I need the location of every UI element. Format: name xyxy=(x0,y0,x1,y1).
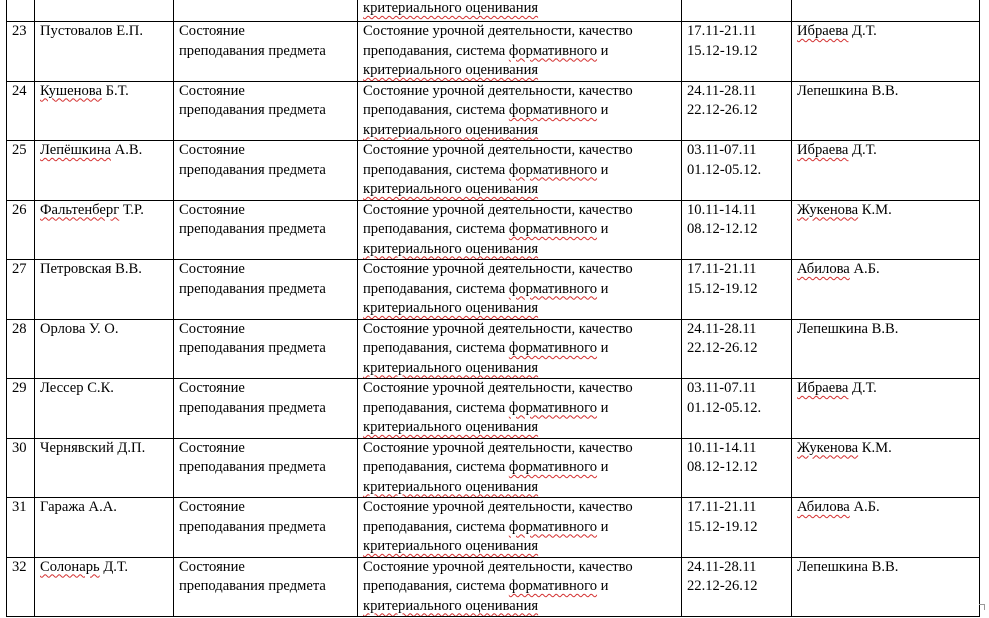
cell-description xyxy=(358,81,682,141)
cell-checker xyxy=(792,22,980,82)
description-part: преподавания, система xyxy=(363,42,509,59)
cell-name xyxy=(35,379,174,439)
description-line-3: критериального оценивания xyxy=(363,359,539,376)
cell-description xyxy=(358,379,682,439)
description-line-2 xyxy=(363,101,677,121)
date-range-1: 24.11-28.11 xyxy=(687,82,757,99)
description-part: и xyxy=(597,221,609,237)
description-line-3: критериального оценивания xyxy=(363,419,539,435)
cell-checker xyxy=(792,498,980,558)
page-corner-mark xyxy=(979,604,985,610)
cell-num xyxy=(7,200,35,260)
topic-line-2: преподавания предмета xyxy=(179,161,326,178)
cell-name xyxy=(35,438,174,498)
cell-name xyxy=(35,498,174,558)
description-part: и xyxy=(597,280,609,297)
topic-line-2: преподавания предмета xyxy=(179,221,326,237)
date-range-2: 01.12-05.12. xyxy=(687,399,762,416)
cell-name xyxy=(35,557,174,617)
cell-num xyxy=(7,22,35,82)
description-term: формативного xyxy=(508,102,598,118)
description-part: преподавания, система xyxy=(363,280,509,297)
description-tail: критериального оценивания xyxy=(363,0,539,16)
description-line-3: критериального оценивания xyxy=(363,181,539,197)
description-term: формативного xyxy=(508,340,598,356)
date-range-2: 01.12-05.12. xyxy=(687,161,762,178)
description-part: и xyxy=(597,42,609,59)
table-row xyxy=(7,319,980,379)
description-line-1: Состояние урочной деятельности, качество xyxy=(363,320,633,337)
cell-description xyxy=(358,557,682,617)
date-range-2: 22.12-26.12 xyxy=(687,340,758,356)
date-range-2: 22.12-26.12 xyxy=(687,102,758,118)
checker-name: Ибраева Д.Т. xyxy=(797,380,877,396)
row-number: 27 xyxy=(12,261,27,277)
description-line-2 xyxy=(363,280,677,300)
cell-description xyxy=(358,0,682,22)
teacher-name: Чернявский Д.П. xyxy=(40,439,146,456)
cell-name xyxy=(35,0,174,22)
checker-name: Абилова А.Б. xyxy=(797,499,880,515)
row-number: 31 xyxy=(12,499,27,515)
row-number: 30 xyxy=(12,439,27,456)
cell-num xyxy=(7,260,35,320)
description-line-1: Состояние урочной деятельности, качество xyxy=(363,558,633,575)
description-part: преподавания, система xyxy=(363,102,509,118)
row-number: 32 xyxy=(12,558,27,575)
cell-checker xyxy=(792,557,980,617)
description-line-3: критериального оценивания xyxy=(363,121,539,138)
cell-num xyxy=(7,498,35,558)
topic-line-1: Состояние xyxy=(179,320,245,337)
date-range-2: 15.12-19.12 xyxy=(687,42,758,59)
topic-line-1: Состояние xyxy=(179,23,245,39)
cell-description xyxy=(358,319,682,379)
cell-num xyxy=(7,141,35,201)
description-part: преподавания, система xyxy=(363,161,509,178)
cell-topic xyxy=(174,22,358,82)
description-line-2 xyxy=(363,339,677,359)
description-line-2 xyxy=(363,399,677,419)
cell-num xyxy=(7,557,35,617)
description-line-2 xyxy=(363,42,677,62)
description-part: и xyxy=(597,399,609,416)
topic-line-1: Состояние xyxy=(179,499,245,515)
description-part: и xyxy=(597,102,609,118)
topic-line-2: преподавания предмета xyxy=(179,518,326,535)
table-row xyxy=(7,81,980,141)
topic-line-2: преподавания предмета xyxy=(179,280,326,297)
cell-dates xyxy=(682,200,792,260)
description-term: формативного xyxy=(508,399,598,416)
cell-topic xyxy=(174,557,358,617)
description-line-2 xyxy=(363,577,677,597)
topic-line-1: Состояние xyxy=(179,558,245,575)
cell-checker xyxy=(792,260,980,320)
description-line-2 xyxy=(363,220,677,240)
cell-topic xyxy=(174,141,358,201)
description-term: формативного xyxy=(508,459,598,475)
cell-num xyxy=(7,81,35,141)
table-row xyxy=(7,260,980,320)
description-term: формативного xyxy=(508,518,598,535)
topic-line-2: преподавания предмета xyxy=(179,399,326,416)
cell-name xyxy=(35,141,174,201)
checker-name: Абилова А.Б. xyxy=(797,261,880,277)
topic-line-1: Состояние xyxy=(179,261,245,277)
cell-dates xyxy=(682,557,792,617)
cell-num xyxy=(7,438,35,498)
description-term: формативного xyxy=(508,280,598,297)
date-range-1: 24.11-28.11 xyxy=(687,320,757,337)
cell-checker xyxy=(792,319,980,379)
topic-line-2: преподавания предмета xyxy=(179,459,326,475)
cell-topic xyxy=(174,260,358,320)
cell-name xyxy=(35,319,174,379)
table-row xyxy=(7,438,980,498)
cell-topic xyxy=(174,0,358,22)
row-number: 26 xyxy=(12,201,27,218)
description-line-3: критериального оценивания xyxy=(363,240,539,257)
description-part: преподавания, система xyxy=(363,399,509,416)
cell-dates xyxy=(682,0,792,22)
table-row xyxy=(7,141,980,201)
description-line-1: Состояние урочной деятельности, качество xyxy=(363,380,633,396)
table-row-continued xyxy=(7,0,980,22)
cell-checker xyxy=(792,0,980,22)
checker-name: Жукенова К.М. xyxy=(797,201,892,218)
description-line-3: критериального оценивания xyxy=(363,62,539,78)
description-line-2 xyxy=(363,458,677,478)
description-line-1: Состояние урочной деятельности, качество xyxy=(363,142,633,158)
cell-dates xyxy=(682,379,792,439)
topic-line-2: преподавания предмета xyxy=(179,340,326,356)
date-range-1: 24.11-28.11 xyxy=(687,558,757,575)
schedule-table xyxy=(6,0,980,617)
description-part: преподавания, система xyxy=(363,221,509,237)
date-range-2: 22.12-26.12 xyxy=(687,578,758,594)
description-line-1: Состояние урочной деятельности, качество xyxy=(363,201,633,218)
teacher-name: Лессер С.К. xyxy=(40,380,114,396)
cell-description xyxy=(358,22,682,82)
cell-topic xyxy=(174,438,358,498)
cell-description xyxy=(358,260,682,320)
cell-description xyxy=(358,141,682,201)
row-number: 24 xyxy=(12,82,27,99)
cell-dates xyxy=(682,498,792,558)
checker-name: Лепешкина В.В. xyxy=(797,82,899,99)
teacher-name: Петровская В.В. xyxy=(40,261,142,277)
description-term: формативного xyxy=(508,42,598,59)
topic-line-2: преподавания предмета xyxy=(179,578,326,594)
teacher-name: Пустовалов Е.П. xyxy=(40,23,143,39)
date-range-2: 08.12-12.12 xyxy=(687,459,758,475)
description-term: формативного xyxy=(508,221,598,237)
cell-checker xyxy=(792,200,980,260)
cell-checker xyxy=(792,81,980,141)
cell-name xyxy=(35,81,174,141)
table-row xyxy=(7,200,980,260)
date-range-1: 03.11-07.11 xyxy=(687,380,757,396)
date-range-1: 17.11-21.11 xyxy=(687,499,757,515)
description-term: формативного xyxy=(508,578,598,594)
teacher-name: Кушенова Б.Т. xyxy=(40,82,129,99)
table-body xyxy=(7,0,980,617)
description-line-1: Состояние урочной деятельности, качество xyxy=(363,499,633,515)
description-line-3: критериального оценивания xyxy=(363,300,539,316)
cell-checker xyxy=(792,141,980,201)
table-row xyxy=(7,22,980,82)
cell-topic xyxy=(174,81,358,141)
description-line-3: критериального оценивания xyxy=(363,538,539,554)
date-range-1: 10.11-14.11 xyxy=(687,439,757,456)
table-row xyxy=(7,379,980,439)
table-row xyxy=(7,498,980,558)
description-part: и xyxy=(597,161,609,178)
cell-description xyxy=(358,200,682,260)
cell-dates xyxy=(682,438,792,498)
description-part: преподавания, система xyxy=(363,518,509,535)
cell-description xyxy=(358,498,682,558)
description-part: и xyxy=(597,340,609,356)
cell-dates xyxy=(682,22,792,82)
date-range-1: 17.11-21.11 xyxy=(687,261,757,277)
date-range-1: 03.11-07.11 xyxy=(687,142,757,158)
cell-dates xyxy=(682,260,792,320)
cell-num xyxy=(7,379,35,439)
table-row xyxy=(7,557,980,617)
checker-name: Лепешкина В.В. xyxy=(797,558,899,575)
date-range-1: 10.11-14.11 xyxy=(687,201,757,218)
date-range-2: 15.12-19.12 xyxy=(687,280,758,297)
cell-topic xyxy=(174,200,358,260)
cell-topic xyxy=(174,319,358,379)
cell-checker xyxy=(792,379,980,439)
row-number: 25 xyxy=(12,142,27,158)
description-line-2 xyxy=(363,161,677,181)
description-part: и xyxy=(597,578,609,594)
teacher-name: Лепёшкина А.В. xyxy=(40,142,143,158)
description-line-1: Состояние урочной деятельности, качество xyxy=(363,261,633,277)
topic-line-2: преподавания предмета xyxy=(179,42,326,59)
description-line-3: критериального оценивания xyxy=(363,597,539,614)
date-range-2: 15.12-19.12 xyxy=(687,518,758,535)
checker-name: Лепешкина В.В. xyxy=(797,320,899,337)
teacher-name: Гаража А.А. xyxy=(40,499,117,515)
description-line-1: Состояние урочной деятельности, качество xyxy=(363,82,633,99)
description-part: преподавания, система xyxy=(363,578,509,594)
cell-dates xyxy=(682,319,792,379)
row-number: 29 xyxy=(12,380,27,396)
cell-name xyxy=(35,260,174,320)
teacher-name: Фальтенберг Т.Р. xyxy=(40,201,144,218)
topic-line-1: Состояние xyxy=(179,142,245,158)
topic-line-1: Состояние xyxy=(179,82,245,99)
checker-name: Жукенова К.М. xyxy=(797,439,892,456)
cell-num xyxy=(7,319,35,379)
description-line-1: Состояние урочной деятельности, качество xyxy=(363,23,633,39)
description-part: преподавания, система xyxy=(363,459,509,475)
description-part: и xyxy=(597,518,609,535)
cell-dates xyxy=(682,81,792,141)
description-part: и xyxy=(597,459,609,475)
description-line-3: критериального оценивания xyxy=(363,478,539,495)
cell-name xyxy=(35,200,174,260)
description-line-1: Состояние урочной деятельности, качество xyxy=(363,439,633,456)
cell-name xyxy=(35,22,174,82)
cell-topic xyxy=(174,379,358,439)
topic-line-1: Состояние xyxy=(179,201,245,218)
cell-checker xyxy=(792,438,980,498)
topic-line-2: преподавания предмета xyxy=(179,102,326,118)
topic-line-1: Состояние xyxy=(179,380,245,396)
checker-name: Ибраева Д.Т. xyxy=(797,142,877,158)
cell-num xyxy=(7,0,35,22)
cell-dates xyxy=(682,141,792,201)
date-range-1: 17.11-21.11 xyxy=(687,23,757,39)
date-range-2: 08.12-12.12 xyxy=(687,221,758,237)
cell-description xyxy=(358,438,682,498)
cell-topic xyxy=(174,498,358,558)
description-line-2 xyxy=(363,518,677,538)
checker-name: Ибраева Д.Т. xyxy=(797,23,877,39)
description-term: формативного xyxy=(508,161,598,178)
topic-line-1: Состояние xyxy=(179,439,245,456)
description-part: преподавания, система xyxy=(363,340,509,356)
teacher-name: Солонарь Д.Т. xyxy=(40,558,129,575)
teacher-name: Орлова У. О. xyxy=(40,320,119,337)
row-number: 23 xyxy=(12,23,27,39)
row-number: 28 xyxy=(12,320,27,337)
